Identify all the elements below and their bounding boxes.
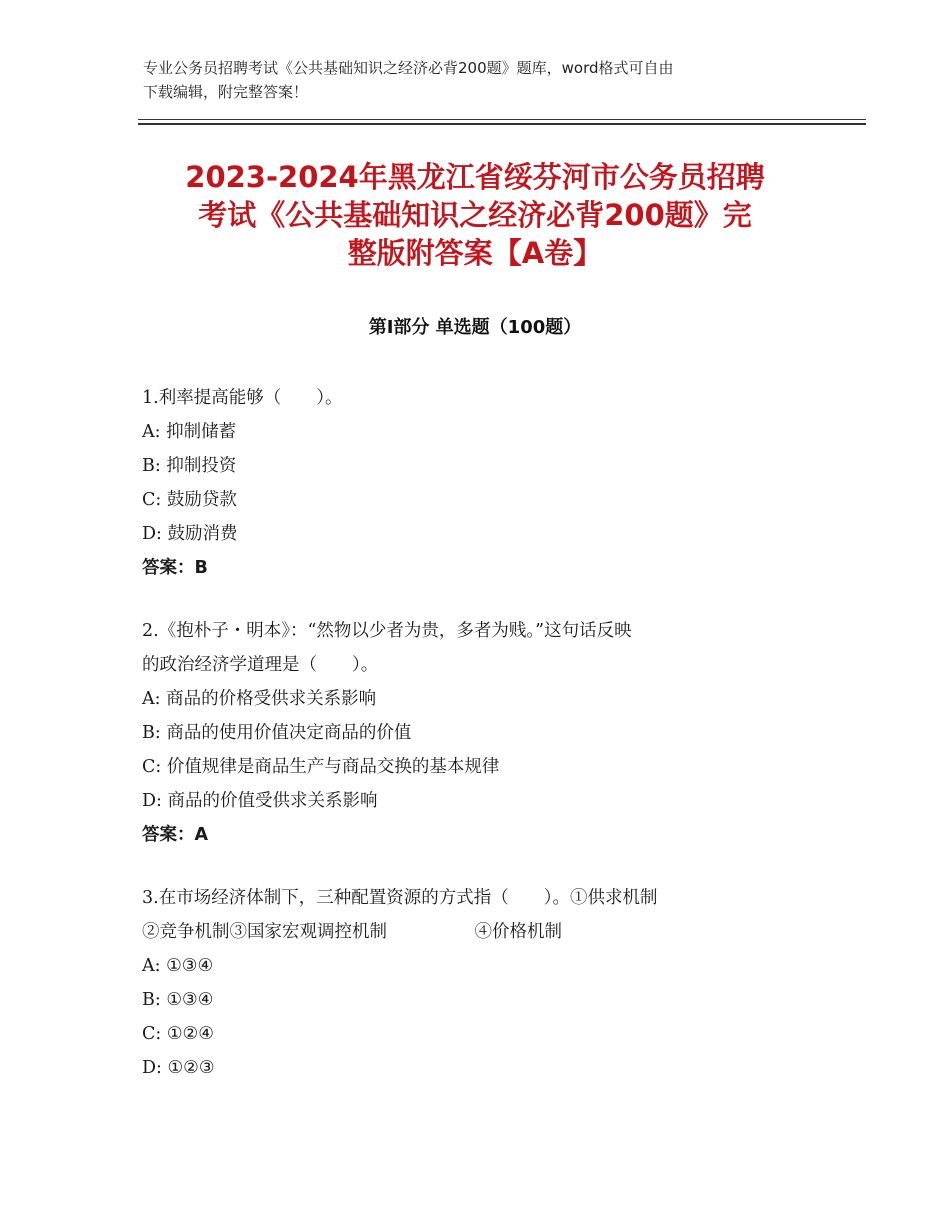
option-a: A: 抑制储蓄 bbox=[142, 422, 237, 442]
header-note-line-2: 下载编辑，附完整答案！ bbox=[143, 83, 309, 101]
option-c: C: 鼓励贷款 bbox=[142, 490, 237, 510]
question-stem-continued: ②竞争机制③国家宏观调控机制 ④价格机制 bbox=[142, 922, 562, 942]
document-title-line-1: 2023-2024年黑龙江省绥芬河市公务员招聘 bbox=[185, 160, 765, 194]
answer-key: 答案：A bbox=[142, 825, 209, 845]
document-title-line-3: 整版附答案【A卷】 bbox=[347, 236, 603, 270]
option-a: A: 商品的价格受供求关系影响 bbox=[142, 689, 377, 709]
question-stem: 2.《抱朴子・明本》：“然物以少者为贵，多者为贱。”这句话反映 bbox=[142, 621, 632, 641]
header-note-line-1: 专业公务员招聘考试《公共基础知识之经济必背200题》题库，word格式可自由 bbox=[143, 59, 674, 77]
header-divider-thin bbox=[138, 119, 866, 120]
question-3 bbox=[142, 881, 822, 1085]
answer-key: 答案：B bbox=[142, 558, 208, 578]
question-list bbox=[142, 381, 822, 1114]
header-divider-thick bbox=[138, 123, 866, 125]
question-stem: 1.利率提高能够（ ）。 bbox=[142, 388, 343, 408]
section-title: 第Ⅰ部分 单选题（100题） bbox=[368, 317, 582, 338]
option-d: D: ①②③ bbox=[142, 1058, 215, 1078]
option-b: B: 商品的使用价值决定商品的价值 bbox=[142, 723, 412, 743]
option-c: C: 价值规律是商品生产与商品交换的基本规律 bbox=[142, 757, 500, 777]
option-b: B: ①③④ bbox=[142, 990, 214, 1010]
option-b: B: 抑制投资 bbox=[142, 456, 237, 476]
option-d: D: 鼓励消费 bbox=[142, 524, 238, 544]
option-c: C: ①②④ bbox=[142, 1024, 214, 1044]
question-stem-continued: 的政治经济学道理是（ ）。 bbox=[142, 655, 379, 675]
question-1 bbox=[142, 381, 822, 585]
option-d: D: 商品的价值受供求关系影响 bbox=[142, 791, 378, 811]
question-2 bbox=[142, 614, 822, 852]
document-title-line-2: 考试《公共基础知识之经济必背200题》完 bbox=[198, 198, 752, 232]
question-stem: 3.在市场经济体制下，三种配置资源的方式指（ ）。①供求机制 bbox=[142, 888, 658, 908]
document-title bbox=[138, 158, 812, 272]
header-note bbox=[143, 56, 823, 104]
option-a: A: ①③④ bbox=[142, 956, 214, 976]
